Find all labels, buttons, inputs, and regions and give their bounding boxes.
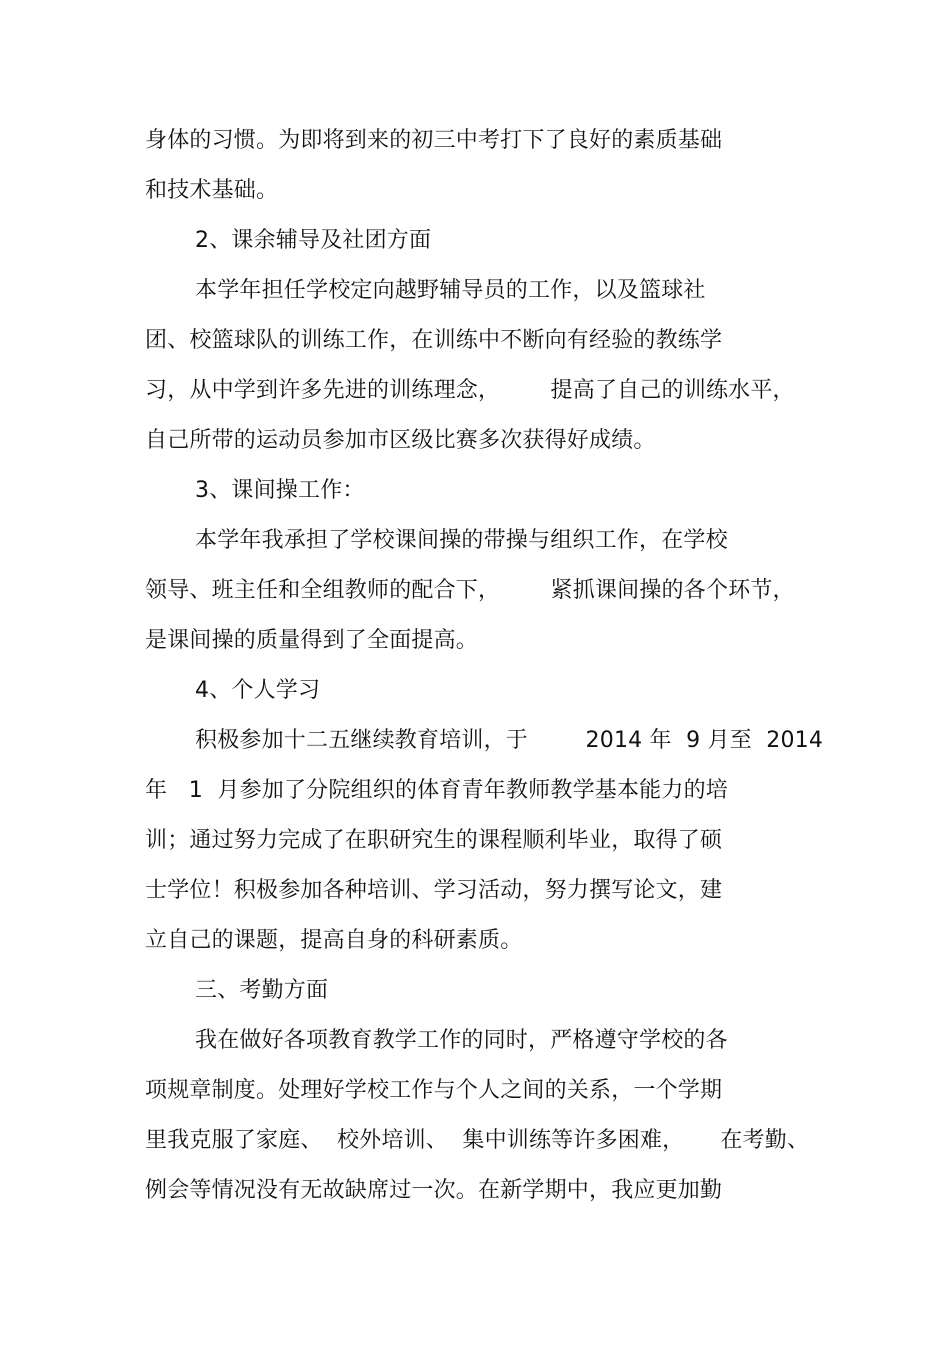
text-line: 领导、班主任和全组教师的配合下， 紧抓课间操的各个环节， bbox=[145, 578, 795, 603]
text-line: 年 1 月参加了分院组织的体育青年教师教学基本能力的培 bbox=[145, 778, 728, 803]
text-line: 训；通过努力完成了在职研究生的课程顺利毕业，取得了硕 bbox=[145, 828, 723, 853]
section-heading: 三、考勤方面 bbox=[195, 978, 329, 1003]
text-line: 立自己的课题，提高自身的科研素质。 bbox=[145, 928, 523, 953]
paragraph-start: 我在做好各项教育教学工作的同时，严格遵守学校的各 bbox=[195, 1028, 728, 1053]
text-line: 自己所带的运动员参加市区级比赛多次获得好成绩。 bbox=[145, 428, 656, 453]
text-line: 和技术基础。 bbox=[145, 178, 279, 203]
text-line: 士学位！积极参加各种培训、学习活动，努力撰写论文，建 bbox=[145, 878, 723, 903]
section-heading: 3、课间操工作： bbox=[195, 478, 365, 503]
paragraph-start: 积极参加十二五继续教育培训，于 2014 年 9 月至 2014 bbox=[195, 728, 824, 753]
text-line: 习，从中学到许多先进的训练理念， 提高了自己的训练水平， bbox=[145, 378, 795, 403]
text-line: 例会等情况没有无故缺席过一次。在新学期中，我应更加勤 bbox=[145, 1178, 723, 1203]
text-line: 里我克服了家庭、 校外培训、 集中训练等许多困难， 在考勤、 bbox=[145, 1128, 810, 1153]
section-heading: 4、个人学习 bbox=[195, 678, 321, 703]
paragraph-start: 本学年担任学校定向越野辅导员的工作，以及篮球社 bbox=[195, 278, 706, 303]
text-line: 项规章制度。处理好学校工作与个人之间的关系，一个学期 bbox=[145, 1078, 723, 1103]
text-line: 是课间操的质量得到了全面提高。 bbox=[145, 628, 479, 653]
text-line: 身体的习惯。为即将到来的初三中考打下了良好的素质基础 bbox=[145, 128, 723, 153]
text-line: 团、校篮球队的训练工作，在训练中不断向有经验的教练学 bbox=[145, 328, 723, 353]
paragraph-start: 本学年我承担了学校课间操的带操与组织工作，在学校 bbox=[195, 528, 728, 553]
section-heading: 2、课余辅导及社团方面 bbox=[195, 228, 432, 253]
